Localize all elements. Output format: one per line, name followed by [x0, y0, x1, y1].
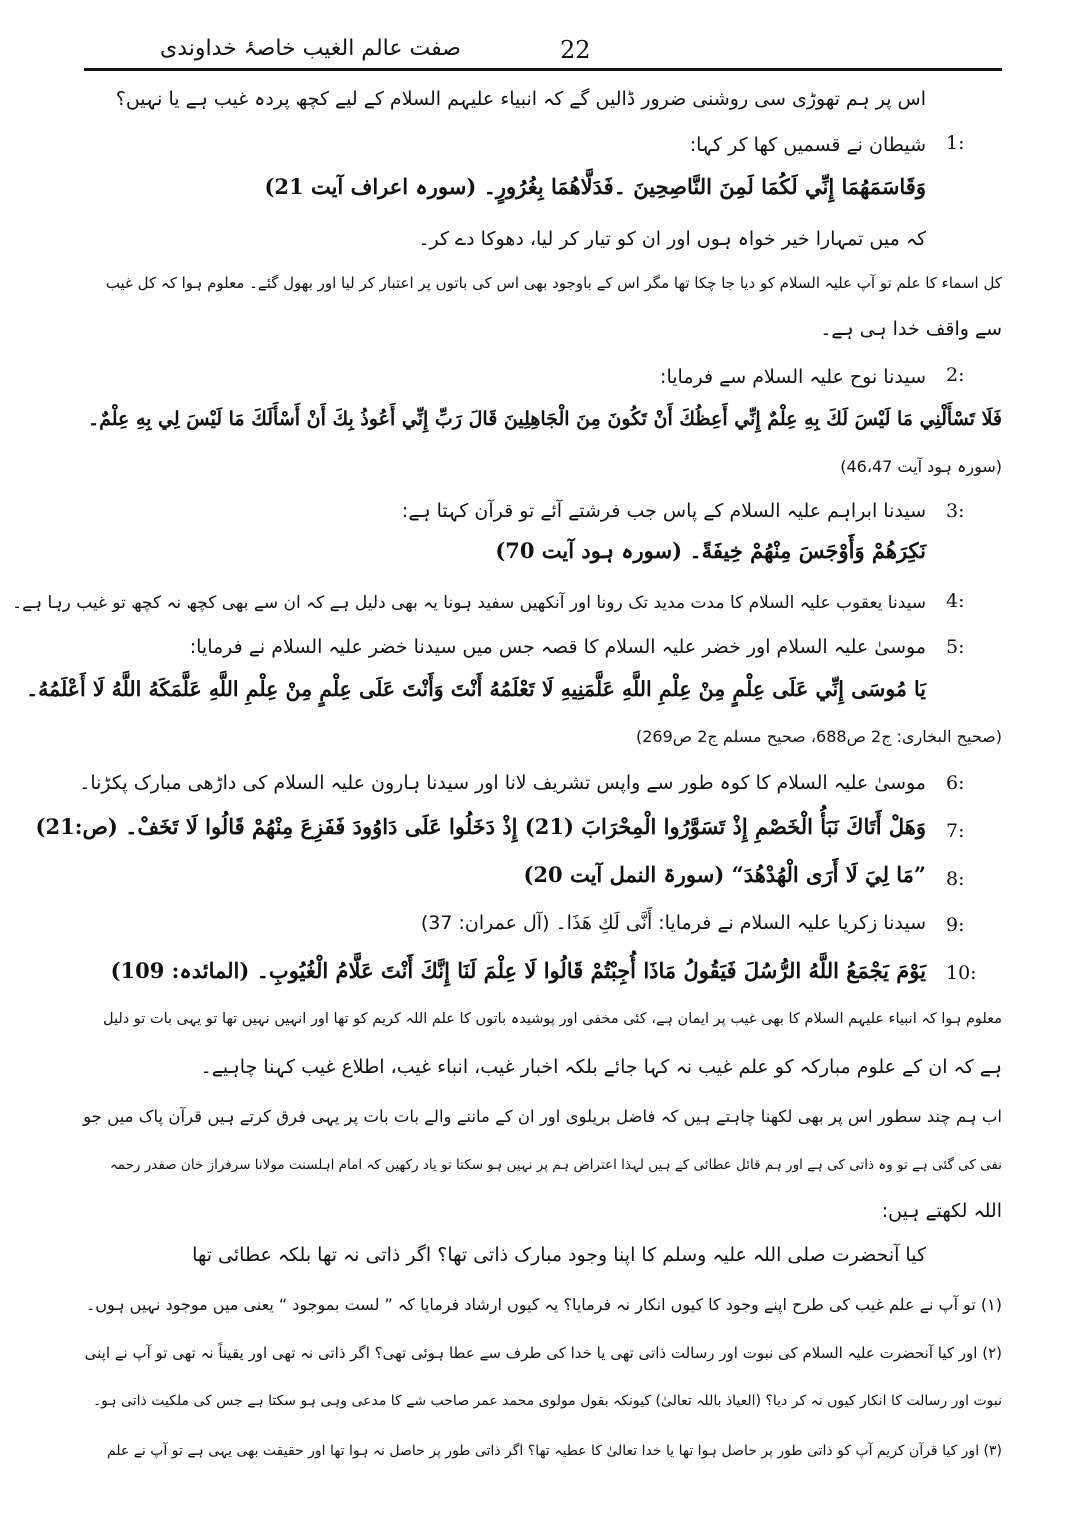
body-line-07: سیدنا نوح علیہ السلام سے فرمایا: [660, 366, 926, 388]
arabic-verse-line: يَوْمَ يَجْمَعُ اللَّهُ الرُّسُلَ فَيَقُولُ مَاذَا أُجِبْتُمْ قَالُوا لَا عِلْمَ لَنَا إِنَّكَ أَنْتَ عَلَّامُ الْغُيُوبِ۔ (المائدہ: 109) [110, 958, 926, 983]
item-number-10: 10: [946, 962, 977, 984]
body-line-10: سیدنا ابراہم علیہ السلام کے پاس جب فرشتے آئے تو قرآن کہتا ہے: [401, 500, 926, 522]
body-line-22: ہے کہ ان کے علوم مبارکہ کو علم غیب نہ کہا جائے بلکہ اخبار غیب، انباء غیب، اطلاع غیب کہنا چاہیے۔ [200, 1056, 1002, 1078]
item-number-3: 3: [946, 500, 965, 522]
body-line-05: کل اسماء کا علم تو آپ علیہ السلام کو دیا جا چکا تھا مگر اس کے باوجود بھی اس کی باتوں پر اعتبار کر لیا اور بھول گئے۔ معلوم ہوا کہ کل غیب [105, 274, 1002, 292]
verse-reference: (سورہ ہود آیت 46،47) [840, 457, 1002, 476]
item-number-6: 6: [946, 772, 965, 794]
body-line-24: نفی کی گئی ہے تو وہ ذاتی کی ہے اور ہم قائل عطائی کے ہیں لہذا اعتراض ہم پر نہیں ہو سکتا تو یاد رکھیں کہ امام اہلسنت مولانا سرفراز خان صفدر رحمہ [109, 1157, 1002, 1173]
body-line-16: موسیٰ علیہ السلام کا کوہ طور سے واپس تشریف لانا اور سیدنا ہارون علیہ السلام کی داڑھی مبارک پکڑنا۔ [79, 772, 926, 794]
body-line-02: شیطان نے قسمیں کھا کر کہا: [689, 134, 926, 156]
item-number-7: 7: [946, 820, 965, 842]
item-number-5: 5: [946, 636, 965, 658]
body-line-25: اللہ لکھتے ہیں: [881, 1200, 1002, 1222]
body-line-01: اس پر ہم تھوڑی سی روشنی ضرور ڈالیں گے کہ انبیاء علیہم السلام کے لیے کچھ پردہ غیب ہے یا نہیں؟ [115, 88, 926, 110]
body-line-04: کہ میں تمہارا خیر خواہ ہوں اور ان کو تیار کر لیا، دھوکا دے کر۔ [418, 228, 926, 250]
body-line-28: (۲) اور کیا آنحضرت علیہ السلام کی نبوت اور رسالت ذاتی تھی یا خدا کی طرف سے عطا ہوئی تھی؟ اگر ذاتی نہ تھی اور یقیناً نہ تھی تو آپ نے اپنی [84, 1344, 1002, 1362]
body-line-27: (۱) تو آپ نے علم غیب کی طرح اپنے وجود کا کیوں انکار نہ فرمایا؟ یہ کیوں ارشاد فرمایا کہ ” لست بموجود “ یعنی میں موجود نہیں ہوں۔ [85, 1295, 1002, 1314]
item-number-1: 1: [946, 132, 965, 154]
body-line-26: کیا آنحضرت صلی اللہ علیہ وسلم کا اپنا وجود مبارک ذاتی تھا؟ اگر ذاتی نہ تھا بلکہ عطائی تھا [192, 1244, 926, 1266]
body-line-30: (۳) اور کیا قرآن کریم آپ کو ذاتی طور پر حاصل ہوا تھا یا خدا تعالیٰ کا عطیہ تھا؟ اگر ذاتی طور پر حاصل نہ ہوا تھا اور حقیقت بھی یہی ہے تو آپ نے علم [106, 1443, 1002, 1459]
arabic-verse-line: وَهَلْ أَتَاكَ نَبَأُ الْخَصْمِ إِذْ تَسَوَّرُوا الْمِحْرَابَ (21) إِذْ دَخَلُوا عَلَى دَاوُودَ فَفَزِعَ مِنْهُمْ قَالُوا لَا تَخَفْ۔ (ص:21) [35, 814, 926, 839]
arabic-verse-line: ”مَا لِيَ لَا أَرَى الْهُدْهُدَ“ (سورۃ النمل آیت 20) [523, 862, 926, 887]
item-number-2: 2: [946, 364, 965, 386]
body-line-13: موسیٰ علیہ السلام اور خضر علیہ السلام کا قصہ جس میں سیدنا خضر علیہ السلام نے فرمایا: [189, 636, 926, 658]
body-line-21: معلوم ہوا کہ انبیاء علیہم السلام کا بھی غیب پر ایمان ہے، کئی مخفی اور پوشیدہ باتوں کا علم اللہ کریم کو تھا اور انہیں نہیں تھا تو یہی بات تو دلیل [102, 1011, 1002, 1027]
arabic-verse-line: نَكِرَهُمْ وَأَوْجَسَ مِنْهُمْ خِيفَةً۔ (سورہ ہود آیت 70) [495, 538, 926, 563]
body-line-12: سیدنا یعقوب علیہ السلام کا مدت مدید تک رونا اور آنکھیں سفید ہونا یہ بھی دلیل ہے کہ ان سے بھی کچھ نہ کچھ تو غیب رہا ہے۔ [12, 593, 926, 613]
page-number: 22 [560, 36, 591, 64]
body-line-29: نبوت اور رسالت کا انکار کیوں نہ کر دیا؟ (العیاذ باللہ تعالیٰ) کیونکہ بقول مولوی محمد عمر صاحب شے کا مدعی وہی ہو سکتا ہے جس کی ملکیت ذاتی ہو۔ [92, 1393, 1002, 1409]
body-line-19: سیدنا زکریا علیہ السلام نے فرمایا: أَنَّى لَكِ هَذَا۔ (آل عمران: 37) [420, 912, 926, 934]
arabic-verse-line: وَقَاسَمَهُمَا إِنِّي لَكُمَا لَمِنَ النَّاصِحِينَ ۔فَدَلَّاهُمَا بِغُرُورٍ۔ (سورہ اعراف آیت 21) [264, 174, 926, 199]
arabic-verse-line: يَا مُوسَى إِنِّي عَلَى عِلْمٍ مِنْ عِلْمِ اللَّهِ عَلَّمَنِيهِ لَا تَعْلَمُهُ أَنْتَ وَأَنْتَ عَلَى عِلْمٍ مِنْ عِلْمِ اللَّهِ عَلَّمَكَهُ اللَّهُ لَا أَعْلَمُهُ۔ [26, 677, 926, 701]
item-number-4: 4: [946, 590, 965, 612]
running-header-title: صفت عالم الغیب خاصۂ خداوندی [160, 36, 461, 61]
hadith-reference: (صحیح البخاری: ج2 ص688، صحیح مسلم ج2 ص269) [635, 727, 1002, 746]
item-number-9: 9: [946, 914, 965, 936]
body-line-06: سے واقف خدا ہی ہے۔ [820, 318, 1002, 340]
body-line-23: اب ہم چند سطور اس پر بھی لکھنا چاہتے ہیں کہ فاضل بریلوی اور ان کے ماننے والے بات بات پر یہی فرق کرتے ہیں قرآن پاک میں جو [83, 1107, 1002, 1126]
header-rule [84, 68, 1002, 71]
arabic-verse-line: فَلَا تَسْأَلْنِي مَا لَيْسَ لَكَ بِهِ عِلْمٌ إِنِّي أَعِظُكَ أَنْ تَكُونَ مِنَ الْجَاهِلِينَ قَالَ رَبِّ إِنِّي أَعُوذُ بِكَ أَنْ أَسْأَلَكَ مَا لَيْسَ لِي بِهِ عِلْمٌ۔ [87, 408, 1002, 430]
item-number-8: 8: [946, 868, 965, 890]
